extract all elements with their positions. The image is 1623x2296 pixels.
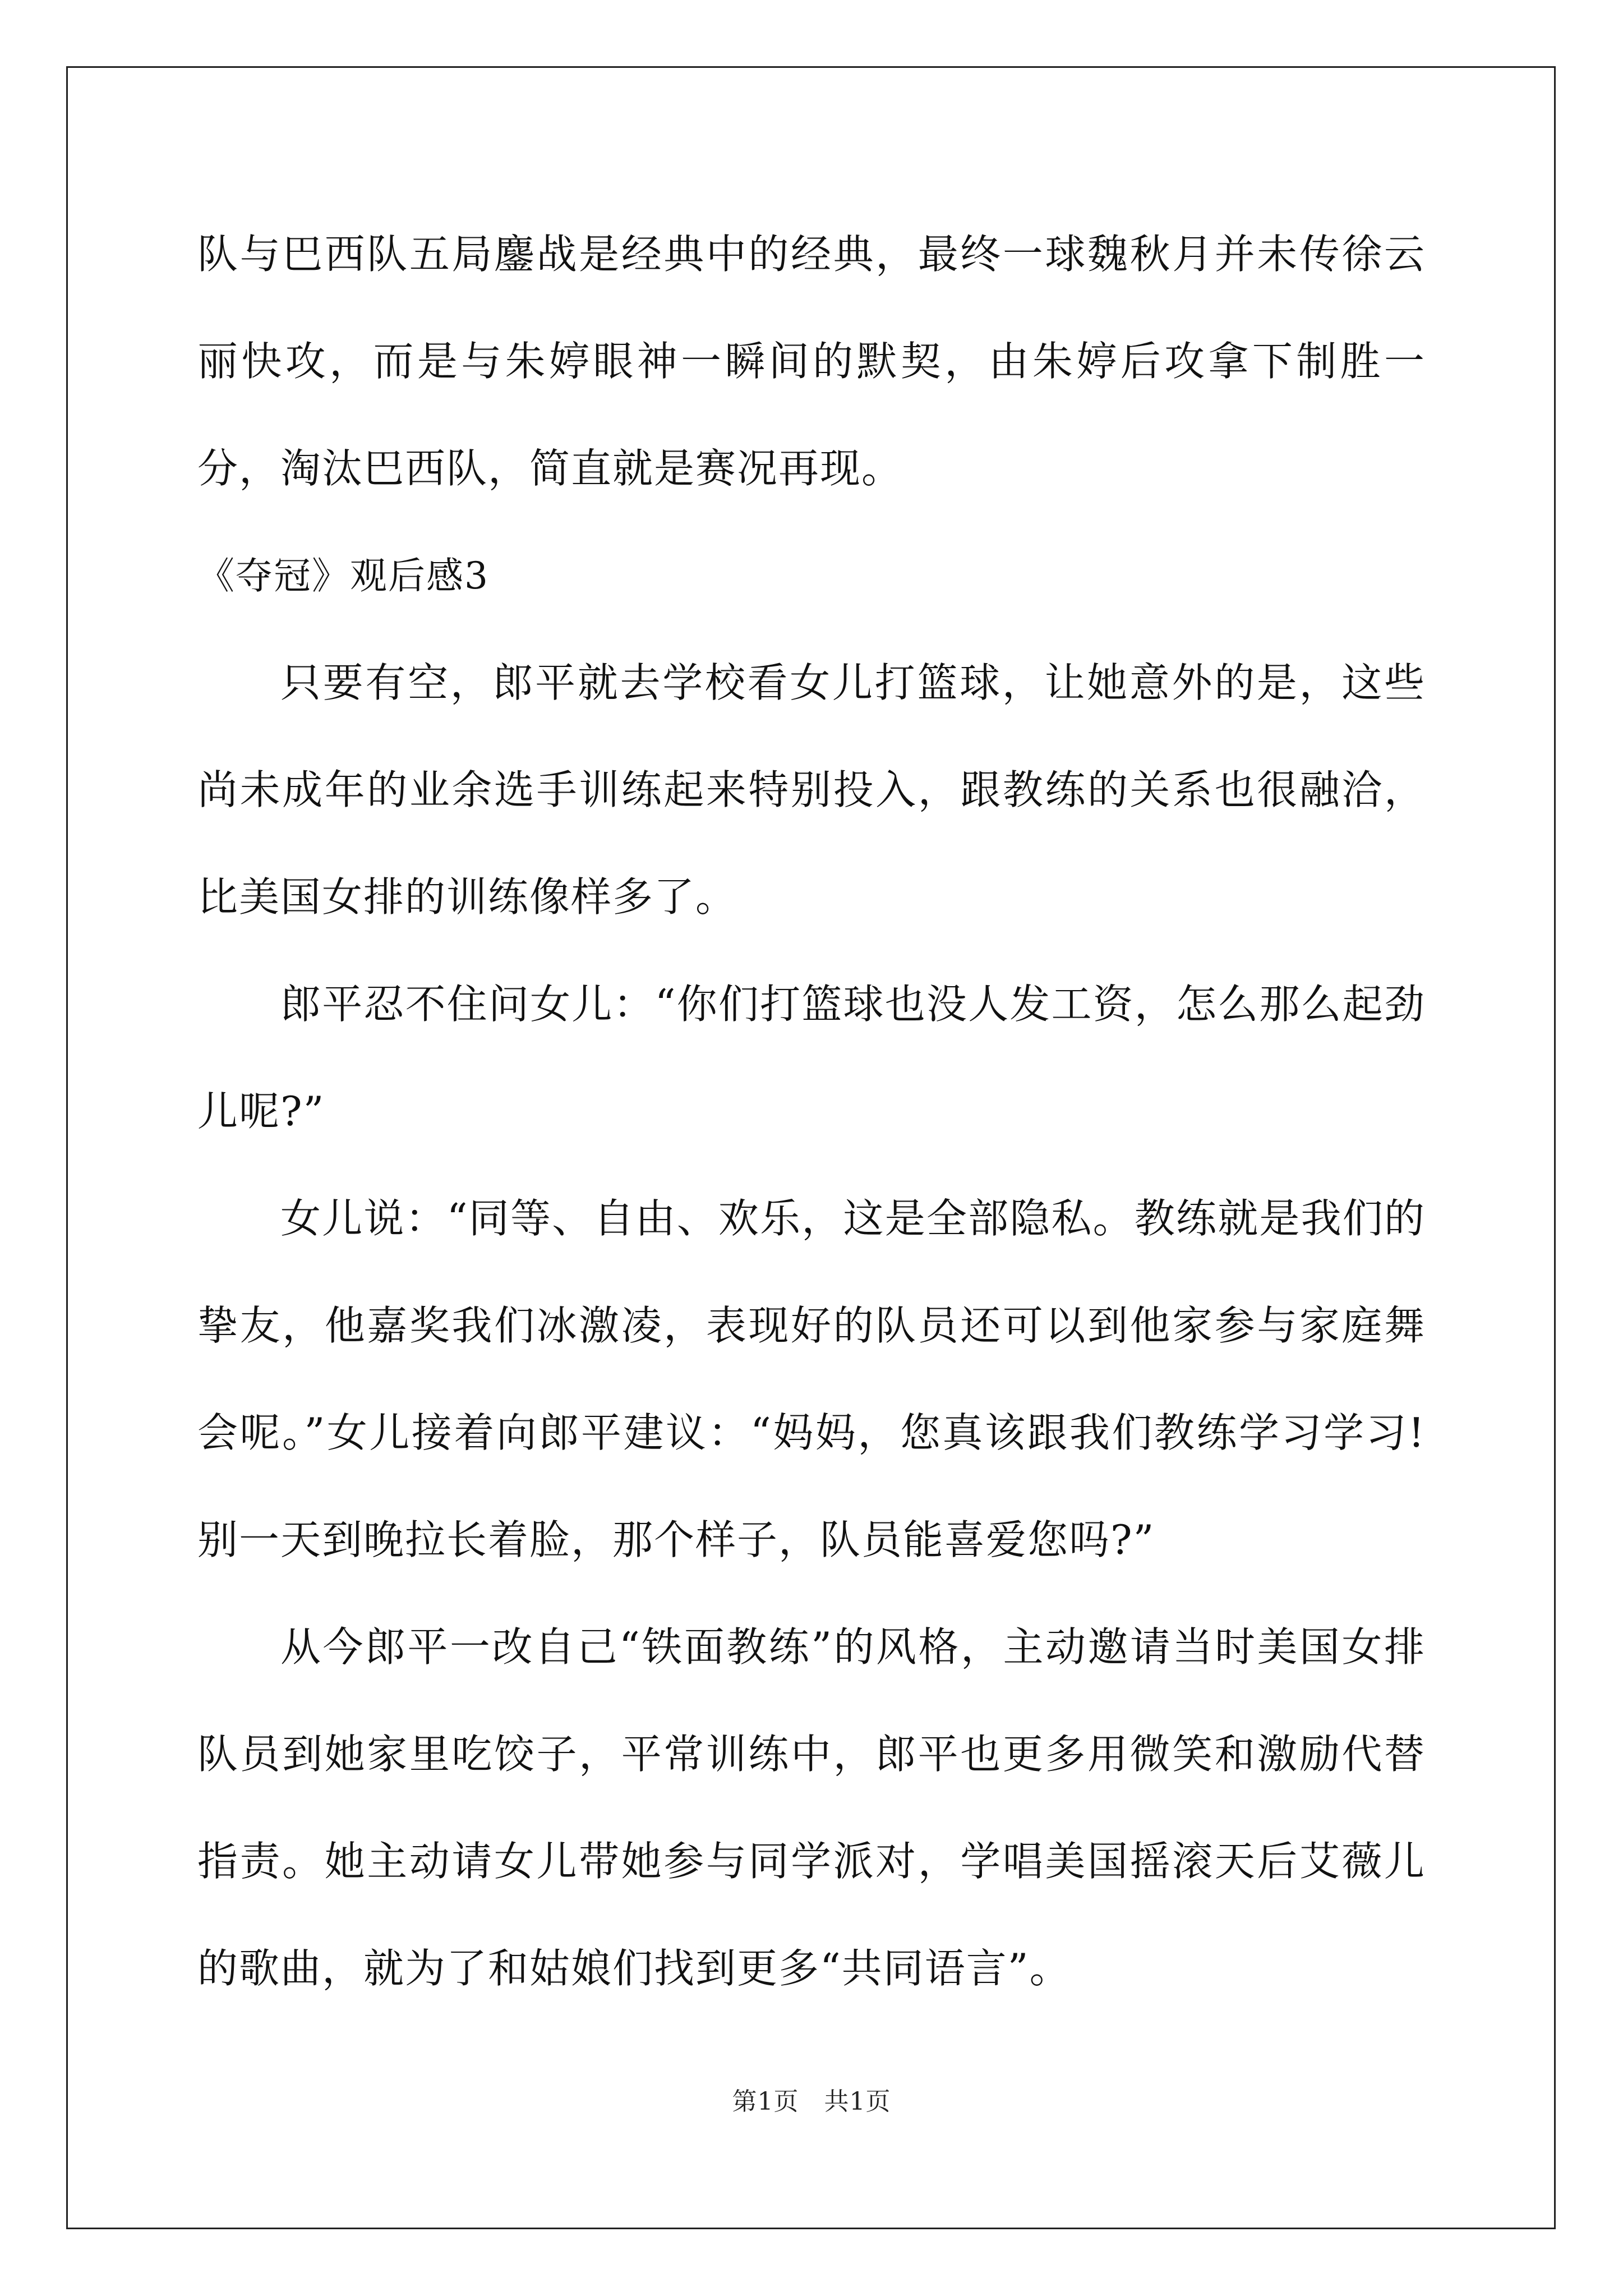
section-heading: 《夺冠》观后感3: [197, 554, 489, 597]
paragraph-5: 从今郎平一改自己“铁面教练”的风格，主动邀请当时美国女排队员到她家里吃饺子，平常训练中，郎平也更多用微笑和激励代替指责。她主动请女儿带她参与同学派对，学唱美国摇滚天后艾薇儿的歌曲，就为了和姑娘们找到更多“共同语言”。: [197, 1623, 1426, 1992]
document-body: [197, 201, 1426, 2022]
paragraph-2: 只要有空，郎平就去学校看女儿打篮球，让她意外的是，这些尚未成年的业余选手训练起来特别投入，跟教练的关系也很融洽，比美国女排的训练像样多了。: [197, 659, 1426, 921]
paragraph-1: 队与巴西队五局鏖战是经典中的经典，最终一球魏秋月并未传徐云丽快攻，而是与朱婷眼神一瞬间的默契，由朱婷后攻拿下制胜一分，淘汰巴西队，简直就是赛况再现。: [197, 231, 1426, 492]
paragraph-4: 女儿说：“同等、自由、欢乐，这是全部隐私。教练就是我们的挚友，他嘉奖我们冰激凌，表现好的队员还可以到他家参与家庭舞会呢。”女儿接着向郎平建议：“妈妈，您真该跟我们教练学习学习!别一天到晚拉长着脸，那个样子，队员能喜爱您吗?”: [197, 1195, 1426, 1563]
paragraph-3: 郎平忍不住问女儿：“你们打篮球也没人发工资，怎么那么起劲儿呢?”: [197, 981, 1426, 1135]
page-footer: 第1页 共1页: [732, 2087, 891, 2116]
